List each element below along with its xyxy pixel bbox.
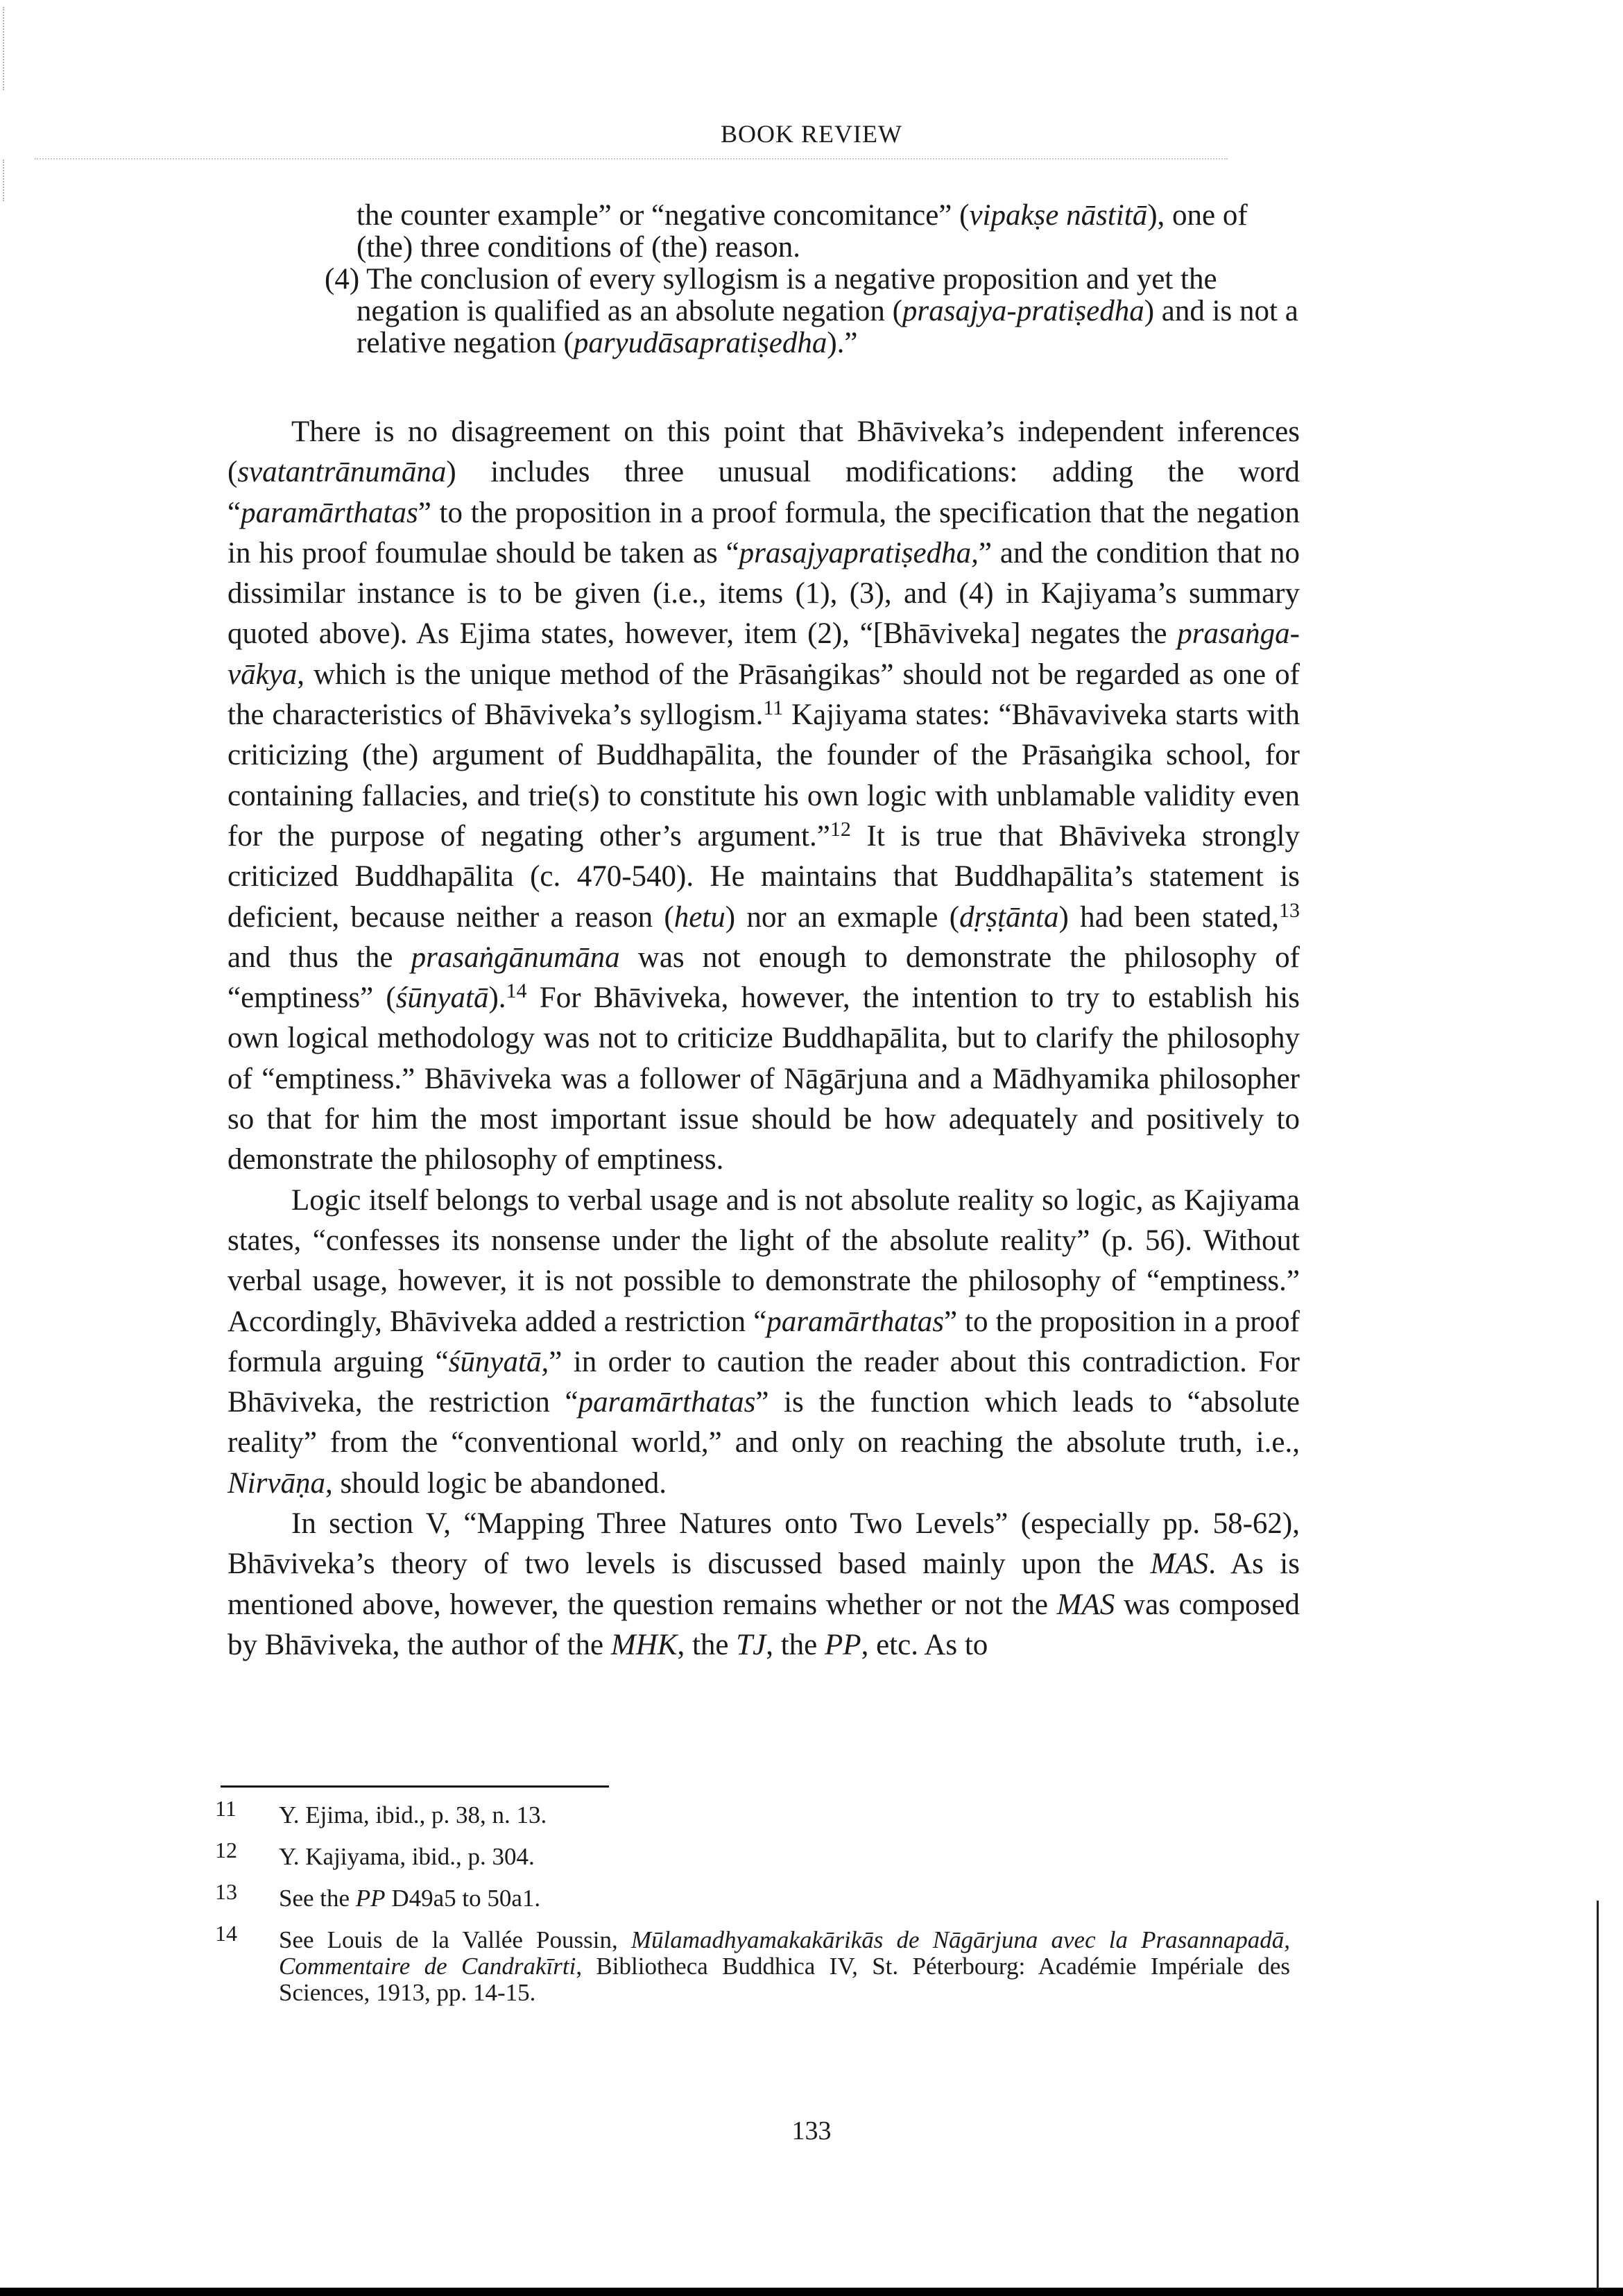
scan-edge-mark	[3, 7, 12, 90]
italic-term: paramārthatas	[578, 1386, 756, 1419]
footnote-number: 13	[215, 1879, 237, 1904]
footnote-separator	[221, 1785, 609, 1788]
footnote	[215, 1837, 1290, 1870]
footnote	[215, 1879, 1290, 1912]
italic-term: Mūlamadhyamakakārikās de Nāgārjuna avec la Prasannapadā, Commentaire de Candrakīrti	[279, 1926, 1290, 1980]
footnote-reference[interactable]: 13	[1279, 898, 1300, 922]
footnote-text: See Louis de la Vallée Poussin, Mūlamadhyamakakārikās de Nāgārjuna avec la Prasannapadā, Commentaire de Candrakīrti, Bibliotheca Buddhica IV, St. Péterbourg: Académie Impériale des Sciences, 1913, pp. 14-15.	[279, 1926, 1290, 2006]
footnote-number: 12	[215, 1837, 237, 1862]
italic-term: paramārthatas	[766, 1305, 944, 1338]
paragraph-2: Logic itself belongs to verbal usage and is not absolute reality so logic, as Kajiyama states, “confesses its nonsense under the light of the absolute reality” (p. 56). Without verbal usage, however, it is not possible to demonstrate the philosophy of “emptiness.” Accordingly, Bhāviveka added a restriction “paramārthatas” to the proposition in a proof formula arguing “śūnyatā,” in order to caution the reader about this contradiction. For Bhāviveka, the restriction “paramārthatas” is the function which leads to “absolute reality” from the “conventional world,” and only on reaching the absolute truth, i.e., Nirvāṇa, should logic be abandoned.	[227, 1183, 1300, 1500]
italic-term: svatantrānumāna	[237, 456, 447, 489]
scan-edge-line	[1597, 1901, 1599, 2289]
footnote-reference[interactable]: 14	[506, 979, 527, 1003]
item-4: (4) The conclusion of every syllogism is a negative proposition and yet the negation is qualified as an absolute negation (prasajya-pratiṣedha) and is not a relative negation (paryudāsapratiṣedha).”	[325, 263, 1298, 359]
paragraph-1: There is no disagreement on this point that Bhāviveka’s independent inferences (svatantrānumāna) includes three unusual modifications: adding the word “paramārthatas” to the proposition in a proof formula, the specification that the negation in his proof foumulae should be taken as “prasajyapratiṣedha,” and the condition that no dissimilar instance is to be given (i.e., items (1), (3), and (4) in Kajiyama’s summary quoted above). As Ejima states, however, item (2), “[Bhāviveka] negates the prasaṅga-vākya, which is the unique method of the Prāsaṅgikas” should not be regarded as one of the characteristics of Bhāviveka’s syllogism.$^{11}$ Kajiyama states: “Bhāvaviveka starts with criticizing (the) argument of Buddhapālita, the founder of the Prāsaṅgika school, for containing fallacies, and trie(s) to constitute his own logic with unblamable validity even for the purpose of negating other’s argument.”$^{12}$ It is true that Bhāviveka strongly criticized Buddhapālita (c. 470-540). He maintains that Buddhapālita’s statement is deficient, because neither a reason (hetu) nor an exmaple (dṛṣṭānta) had been stated,$^{13}$ and thus the prasaṅgānumāna was not enough to demonstrate the philosophy of “emptiness” (śūnyatā).$^{14}$ For Bhāviveka, however, the intention to try to establish his own logical methodology was not to criticize Buddhapālita, but to clarify the philosophy of “emptiness.” Bhāviveka was a follower of Nāgārjuna and a Mādhyamika philosopher so that for him the most important issue should be how adequately and positively to demonstrate the philosophy of emptiness.	[227, 415, 1300, 1176]
italic-term: prasajyapratiṣedha,	[739, 536, 979, 569]
body-text	[227, 412, 1300, 1665]
italic-term: vipakṣe nāstitā	[969, 199, 1148, 232]
item-3-continued: the counter example” or “negative concomitance” (vipakṣe nāstitā), one of (the) three conditions of (the) reason.	[357, 199, 1248, 264]
running-header: BOOK REVIEW	[721, 120, 902, 148]
footnote-text: See the PP D49a5 to 50a1.	[279, 1885, 541, 1912]
footnotes	[215, 1796, 1290, 2021]
footnote-text: Y. Kajiyama, ibid., p. 304.	[279, 1843, 535, 1870]
footnote-text: Y. Ejima, ibid., p. 38, n. 13.	[279, 1801, 547, 1828]
italic-term: TJ	[736, 1628, 766, 1661]
italic-term: Nirvāṇa	[227, 1466, 325, 1500]
italic-term: paryudāsapratiṣedha	[573, 327, 827, 359]
italic-term: MAS	[1056, 1588, 1115, 1621]
footnote-number: 11	[215, 1796, 237, 1821]
italic-term: prasaṅga-vākya	[227, 617, 1300, 691]
italic-term: paramārthatas	[241, 496, 418, 529]
italic-term: prasajya-pratiṣedha	[902, 295, 1144, 327]
italic-term: PP	[825, 1628, 861, 1661]
scan-edge-mark	[3, 160, 12, 201]
page-number: 133	[791, 2116, 832, 2145]
italic-term: MHK	[610, 1628, 678, 1661]
italic-term: hetu	[673, 900, 725, 934]
footnote-reference[interactable]: 11	[763, 696, 784, 720]
italic-term: PP	[355, 1885, 386, 1912]
italic-term: dṛṣṭānta	[959, 900, 1059, 934]
italic-term: MAS	[1150, 1548, 1209, 1581]
footnote-reference[interactable]: 12	[830, 817, 851, 841]
paragraph-3: In section V, “Mapping Three Natures onto Two Levels” (especially pp. 58-62), Bhāviveka’s theory of two levels is discussed based mainly upon the MAS. As is mentioned above, however, the question remains whether or not the MAS was composed by Bhāviveka, the author of the MHK, the TJ, the PP, etc. As to	[227, 1507, 1300, 1661]
header-rule	[35, 158, 1228, 160]
italic-term: śūnyatā,	[448, 1345, 549, 1378]
footnote	[215, 1796, 1290, 1828]
scan-bottom-edge	[0, 2288, 1623, 2296]
footnote-number: 14	[215, 1921, 237, 1946]
enumerated-items	[325, 200, 1309, 359]
italic-term: prasaṅgānumāna	[411, 941, 620, 974]
footnote	[215, 1921, 1290, 2006]
italic-term: śūnyatā	[395, 982, 489, 1015]
